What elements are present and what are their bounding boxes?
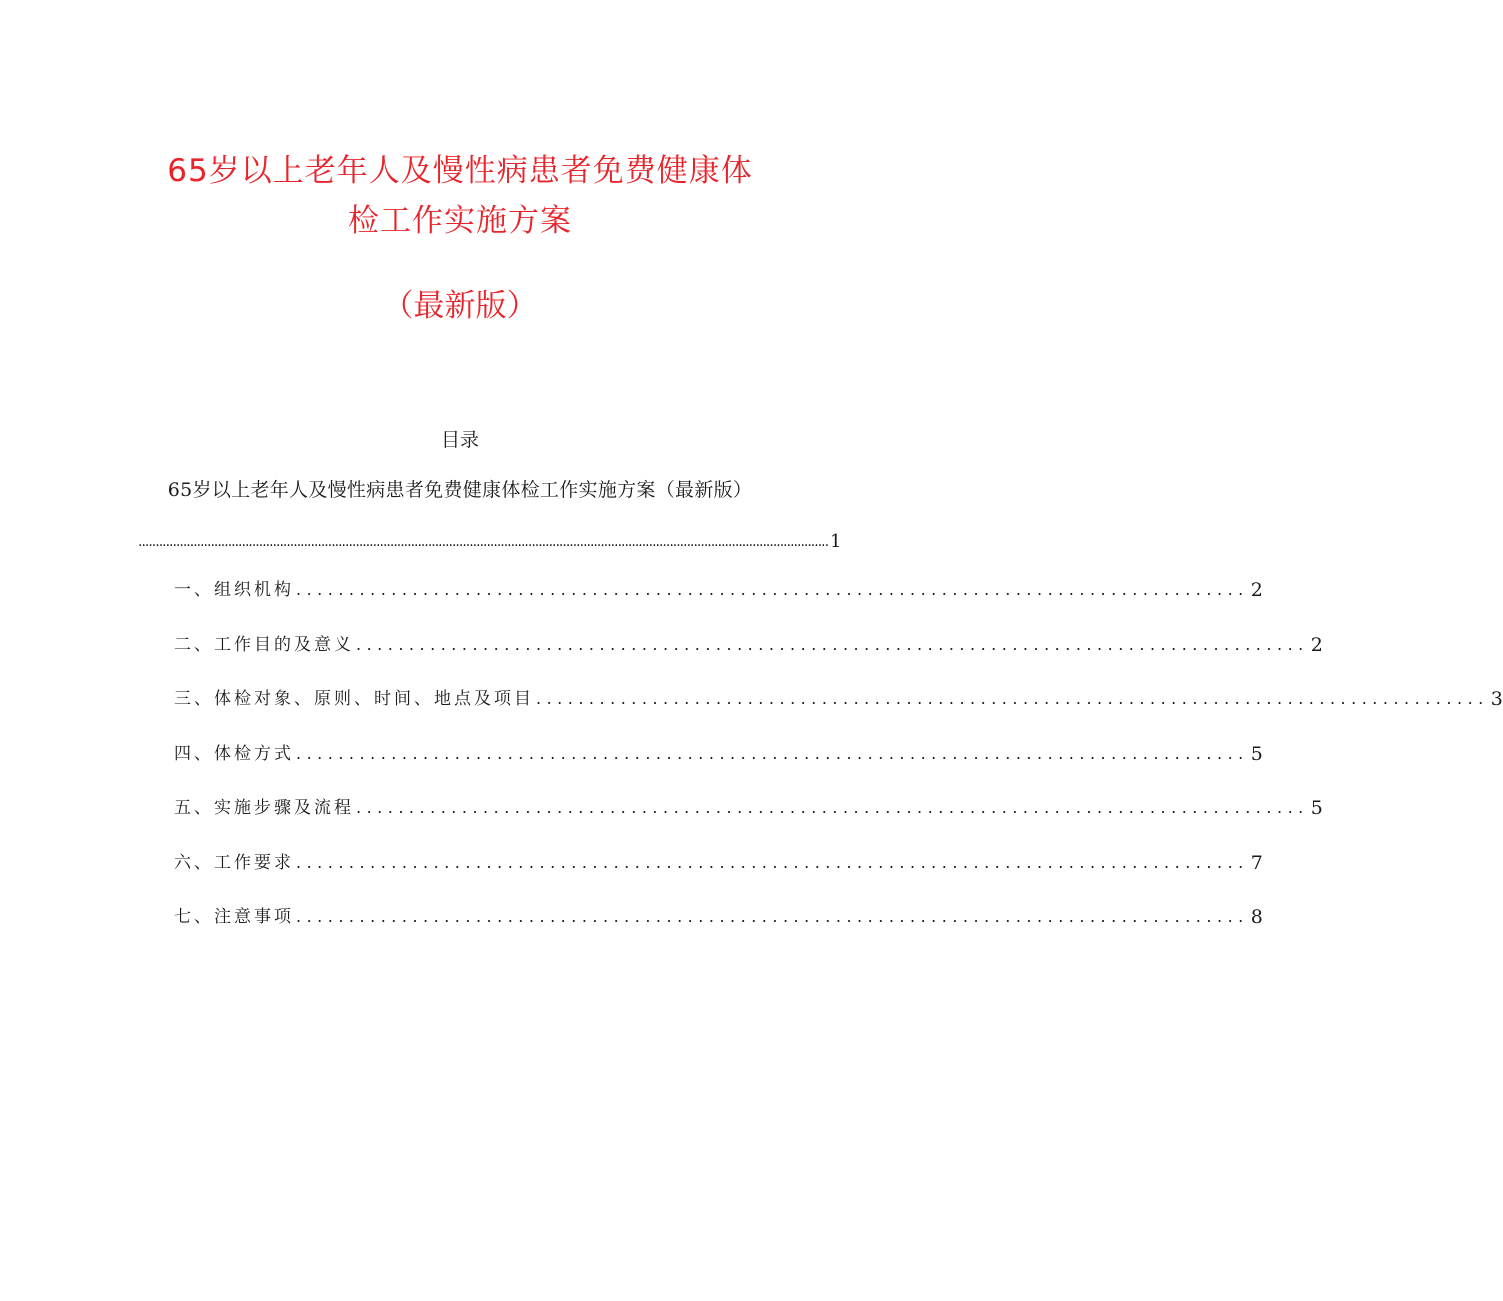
toc-main-entry-label[interactable]: 65岁以上老年人及慢性病患者免费健康体检工作实施方案（最新版） [167, 479, 753, 501]
document-subtitle: （最新版） [382, 288, 538, 324]
toc-item-label: 四、体检方式 [174, 743, 294, 764]
dot-leader: .......................................................................................... [296, 907, 1249, 926]
toc-item-page: 3 [1490, 688, 1503, 710]
toc-item-page: 2 [1310, 633, 1323, 656]
dot-leader: .......................................................................................... [296, 852, 1249, 872]
toc-list [174, 576, 1503, 958]
dot-leader: .......................................................................................... [356, 798, 1309, 817]
dot-leader: .......................................................................................... [296, 580, 1249, 599]
toc-item-label: 二、工作目的及意义 [174, 634, 354, 655]
toc-item-label: 六、工作要求 [174, 852, 294, 873]
toc-item-steps[interactable] [174, 794, 1323, 822]
toc-heading: 目录 [440, 429, 479, 451]
toc-item-page: 2 [1250, 579, 1263, 601]
dot-leader: .......................................................................................... [536, 689, 1489, 708]
toc-item-purpose[interactable] [174, 631, 1323, 659]
document-title-line-2: 检工作实施方案 [348, 203, 572, 239]
toc-item-organization[interactable] [174, 576, 1263, 604]
toc-item-requirements[interactable] [174, 849, 1263, 877]
toc-item-notes[interactable] [174, 903, 1263, 931]
dot-leader: .......................................................................................... [356, 634, 1309, 654]
toc-item-label: 七、注意事项 [174, 907, 294, 927]
toc-item-method[interactable] [174, 740, 1263, 768]
dot-leader: ........................................................................................................................................................................................................ [138, 534, 829, 550]
dot-leader: .......................................................................................... [296, 743, 1249, 763]
toc-item-label: 五、实施步骤及流程 [174, 798, 354, 818]
toc-item-page: 7 [1250, 851, 1263, 874]
toc-item-label: 三、体检对象、原则、时间、地点及项目 [174, 689, 534, 709]
toc-item-label: 一、组织机构 [174, 580, 294, 600]
document-title-line-1: 65岁以上老年人及慢性病患者免费健康体 [167, 153, 753, 189]
toc-item-page: 5 [1310, 797, 1323, 819]
toc-item-subjects[interactable] [174, 685, 1503, 713]
toc-item-page: 8 [1250, 906, 1263, 928]
toc-main-entry-leader-row[interactable] [138, 528, 842, 556]
toc-item-page: 5 [1250, 742, 1263, 765]
toc-main-entry-page: 1 [830, 531, 842, 552]
